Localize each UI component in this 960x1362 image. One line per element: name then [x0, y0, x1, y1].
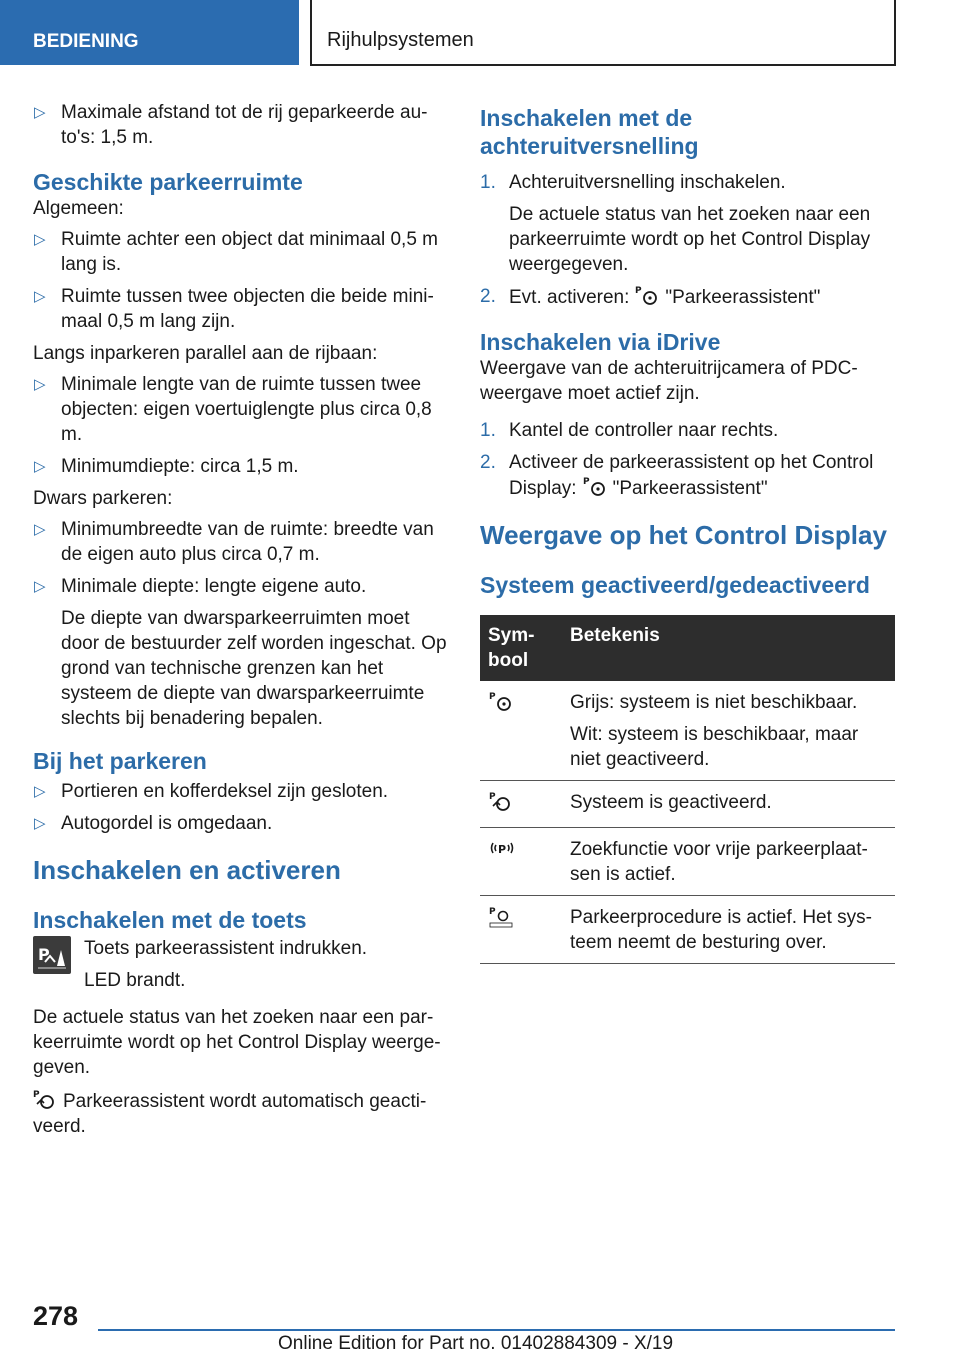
svg-text:P: P	[38, 945, 50, 964]
table-row: P Grijs: systeem is niet beschikbaar. Wit: systeem is beschikbaar, maar niet geactiveerd.	[480, 681, 895, 781]
page-number: 278	[33, 1301, 79, 1331]
general-label: Algemeen:	[33, 198, 124, 219]
heading-control-display: Weergave op het Control Display	[480, 520, 887, 550]
list-item: 2. Activeer de parkeerassistent op het Control Display: P "Parkeerassistent"	[480, 452, 874, 499]
triangle-bullet-icon: ▷	[34, 231, 46, 248]
list-item: ▷ Minimale lengte van de ruimte tussen twee objecten: eigen voertuiglengte plus circa 0,8 m.	[34, 374, 432, 445]
left-column	[33, 100, 448, 1145]
list-item: ▷ Autogordel is omgedaan.	[34, 813, 273, 834]
triangle-bullet-icon: ▷	[34, 815, 46, 832]
list-item: 1. Kantel de controller naar rechts.	[480, 420, 779, 441]
chapter-title: Rijhulpsystemen	[310, 0, 896, 66]
cross-label: Dwars parkeren:	[33, 488, 173, 509]
triangle-bullet-icon: ▷	[34, 521, 46, 538]
triangle-bullet-icon: ▷	[34, 288, 46, 305]
button-instruction: P Toets parkeerassistent indrukken. LED brandt.	[33, 936, 448, 993]
park-search-icon	[488, 837, 516, 859]
svg-text:P: P	[498, 843, 507, 856]
parallel-label: Langs inparkeren parallel aan de rijbaan:	[33, 343, 378, 364]
svg-text:P: P	[489, 907, 496, 917]
list-item: ▷ Minimumbreedte van de ruimte: breedte van de eigen auto plus circa 0,7 m.	[34, 519, 434, 565]
svg-text:P: P	[489, 692, 496, 702]
edition-note: Online Edition for Part no. 01402884309 - X/19	[278, 1333, 674, 1354]
list-item: ▷ Maximale afstand tot de rij geparkeerde au-to's: 1,5 m.	[34, 102, 428, 148]
list-item: ▷ Ruimte achter een object dat minimaal 0,5 m lang is.	[34, 229, 439, 275]
section-tab: BEDIENING	[0, 0, 299, 65]
col-header-symbol: Sym-bool	[480, 615, 562, 681]
park-assist-off-icon	[488, 690, 514, 712]
triangle-bullet-icon: ▷	[34, 783, 46, 800]
svg-text:P: P	[33, 1090, 40, 1100]
heading-suitable-space: Geschikte parkeerruimte	[33, 169, 303, 195]
triangle-bullet-icon: ▷	[34, 376, 46, 393]
list-item: ▷ Ruimte tussen twee objecten die beide mini-maal 0,5 m lang zijn.	[34, 286, 434, 332]
park-assist-active-icon	[33, 1088, 57, 1110]
triangle-bullet-icon: ▷	[34, 578, 46, 595]
svg-text:P: P	[635, 286, 642, 296]
park-assist-button-icon	[33, 936, 71, 974]
heading-activate: Inschakelen en activeren	[33, 855, 341, 885]
table-row: P Parkeerprocedure is actief. Het sys-teem neemt de besturing over.	[480, 896, 895, 964]
col-header-meaning: Betekenis	[562, 615, 895, 681]
auto-activation-text: P Parkeerassistent wordt automatisch geacti-veerd.	[33, 1090, 427, 1137]
symbol-table	[480, 615, 895, 964]
footer-divider	[98, 1329, 895, 1331]
svg-text:P: P	[582, 477, 590, 487]
idrive-intro: Weergave van de achteruitrijcamera of PDC-weergave moet actief zijn.	[480, 358, 858, 404]
triangle-bullet-icon: ▷	[34, 458, 46, 475]
triangle-bullet-icon: ▷	[34, 104, 46, 121]
heading-reverse-gear: Inschakelen met de achteruitversnelling	[480, 105, 699, 159]
park-assist-off-icon	[583, 475, 607, 497]
svg-text:P: P	[489, 792, 496, 802]
list-item: 2. Evt. activeren: P "Parkeerassistent"	[480, 286, 821, 308]
right-column	[480, 100, 895, 964]
list-item: ▷ Portieren en kofferdeksel zijn gesloten.	[34, 781, 389, 802]
park-assist-off-icon	[635, 284, 659, 306]
status-text: De actuele status van het zoeken naar een par-keerruimte wordt op het Control Display weerge-geven.	[33, 1007, 441, 1078]
heading-with-button: Inschakelen met de toets	[33, 907, 307, 933]
table-row: P Systeem is geactiveerd.	[480, 781, 895, 828]
list-item: 1. Achteruitversnelling inschakelen. De actuele status van het zoeken naar een parkeerruimte wordt op het Control Display weergegeven.	[480, 172, 871, 275]
table-row: P Zoekfunctie voor vrije parkeerplaat-sen is actief.	[480, 828, 895, 896]
heading-when-parking: Bij het parkeren	[33, 748, 207, 774]
list-item: ▷ Minimumdiepte: circa 1,5 m.	[34, 456, 299, 477]
heading-idrive: Inschakelen via iDrive	[480, 329, 721, 355]
list-item: ▷ Minimale diepte: lengte eigene auto. De diepte van dwarsparkeerruimten moet door de bestuurder zelf worden ingeschat. Op grond van technische grenzen kan het systeem de diepte van dwarsparkeerruimte slechts bij benadering bepalen.	[34, 576, 447, 729]
park-assist-active-icon	[488, 790, 514, 812]
park-auto-icon	[488, 905, 514, 929]
heading-system-status: Systeem geactiveerd/gedeactiveerd	[480, 572, 870, 598]
